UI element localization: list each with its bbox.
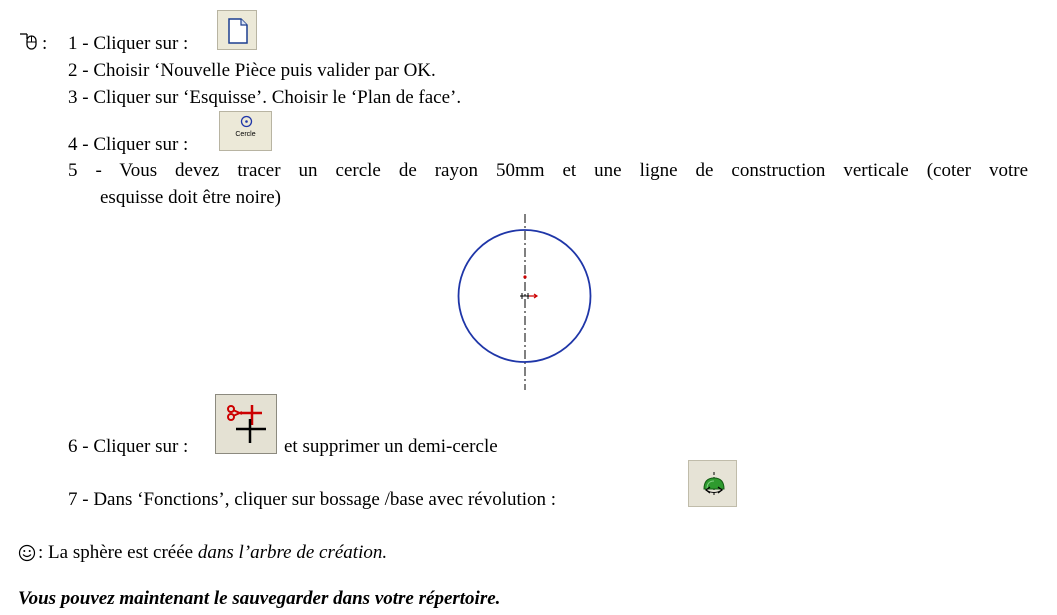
revolve-boss-button[interactable] [688,460,737,507]
step-marker: : [42,33,48,54]
step-7-text: 7 - Dans ‘Fonctions’, cliquer sur bossage /base avec révolution : [68,489,557,510]
mouse-icon [18,30,38,52]
result-text: : La sphère est créée [38,542,194,563]
step-5-text-continued: esquisse doit être noire) [100,187,281,208]
footer-note: Vous pouvez maintenant le sauvegarder dans votre répertoire. [18,588,501,609]
result-line [38,542,387,564]
circle-tool-button[interactable] [219,111,272,151]
smiley-icon [18,544,36,562]
step-4-text: 4 - Cliquer sur : [68,134,189,155]
step-2-text: 2 - Choisir ‘Nouvelle Pièce puis valider par OK. [68,60,436,81]
revolve-boss-icon [701,471,727,497]
step-1-text: 1 - Cliquer sur : [68,33,189,54]
step-6-text: 6 - Cliquer sur : [68,436,189,457]
step-5-text: 5 - Vous devez tracer un cercle de rayon 50mm et une ligne de construction verticale (coter votre [68,160,1028,181]
circle-tool-icon [240,115,253,128]
trim-tool-button[interactable] [215,394,277,454]
sketch-diagram [450,210,600,395]
circle-tool-label: Cercle [235,131,256,138]
origin-arrow [529,294,537,298]
new-document-button[interactable] [217,10,257,50]
origin-marker [523,275,526,278]
step-3-text: 3 - Cliquer sur ‘Esquisse’. Choisir le ‘Plan de face’. [68,87,462,108]
result-italic-text: dans l’arbre de création. [197,542,388,563]
trim-tool-icon [224,401,268,445]
new-document-icon [227,18,249,44]
step-6-suffix: et supprimer un demi-cercle [284,436,498,457]
